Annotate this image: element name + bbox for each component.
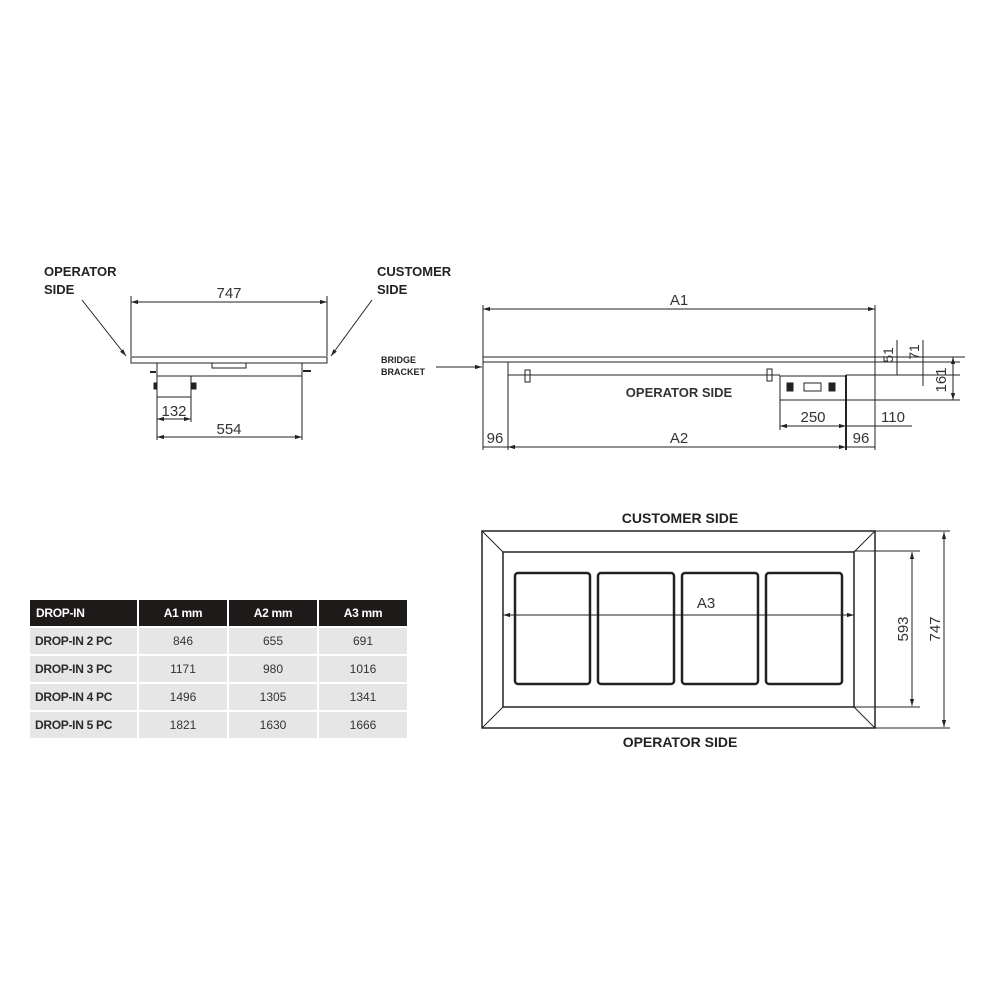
cell-a2: 1630: [229, 712, 317, 738]
cell-a3: 691: [319, 628, 407, 654]
dim-250: 250: [800, 409, 826, 426]
table-header-row: [30, 600, 407, 626]
dim-a1: A1: [669, 292, 689, 309]
cell-a3: 1341: [319, 684, 407, 710]
customer-side-label: CUSTOMER: [377, 264, 452, 279]
dim-a3: A3: [696, 595, 716, 612]
cell-a1: 1171: [139, 656, 227, 682]
cell-a3: 1016: [319, 656, 407, 682]
dim-110: 110: [881, 409, 905, 426]
dim-161: 161: [933, 367, 950, 393]
top-operator-side-label: OPERATOR SIDE: [622, 734, 738, 750]
table-row: [30, 712, 407, 738]
top-customer-side-label: CUSTOMER SIDE: [621, 510, 739, 526]
dim-747-top: 747: [927, 616, 944, 642]
operator-side-label: OPERATOR: [44, 264, 117, 279]
cell-a2: 1305: [229, 684, 317, 710]
front-operator-side-label: OPERATOR SIDE: [625, 385, 733, 400]
bridge-bracket-label-2: BRACKET: [381, 367, 425, 377]
dim-96-left: 96: [486, 430, 504, 447]
dimensions-table: [28, 598, 409, 740]
dim-71: 71: [906, 344, 922, 360]
cell-model: DROP-IN 5 PC: [30, 712, 137, 738]
cell-model: DROP-IN 4 PC: [30, 684, 137, 710]
bridge-bracket-label: BRIDGE: [381, 355, 417, 365]
customer-side-label-2: SIDE: [377, 282, 408, 297]
dim-51: 51: [880, 347, 896, 363]
top-view-drawing: [482, 510, 950, 750]
cell-a1: 846: [139, 628, 227, 654]
cell-a1: 1496: [139, 684, 227, 710]
cell-a3: 1666: [319, 712, 407, 738]
operator-side-label-2: SIDE: [44, 282, 75, 297]
header-model: DROP-IN: [30, 600, 137, 626]
cell-model: DROP-IN 2 PC: [30, 628, 137, 654]
dim-747: 747: [216, 285, 242, 302]
dim-a2: A2: [669, 430, 689, 447]
dim-593: 593: [895, 616, 912, 642]
cell-a2: 980: [229, 656, 317, 682]
dim-132: 132: [161, 403, 187, 420]
header-a3: A3 mm: [319, 600, 407, 626]
front-view-drawing: [381, 292, 965, 450]
header-a1: A1 mm: [139, 600, 227, 626]
table-row: [30, 656, 407, 682]
dim-96-right: 96: [852, 430, 870, 447]
side-view-drawing: [44, 264, 452, 440]
dim-554: 554: [216, 421, 242, 438]
cell-a2: 655: [229, 628, 317, 654]
cell-a1: 1821: [139, 712, 227, 738]
header-a2: A2 mm: [229, 600, 317, 626]
cell-model: DROP-IN 3 PC: [30, 656, 137, 682]
table-row: [30, 628, 407, 654]
table-row: [30, 684, 407, 710]
